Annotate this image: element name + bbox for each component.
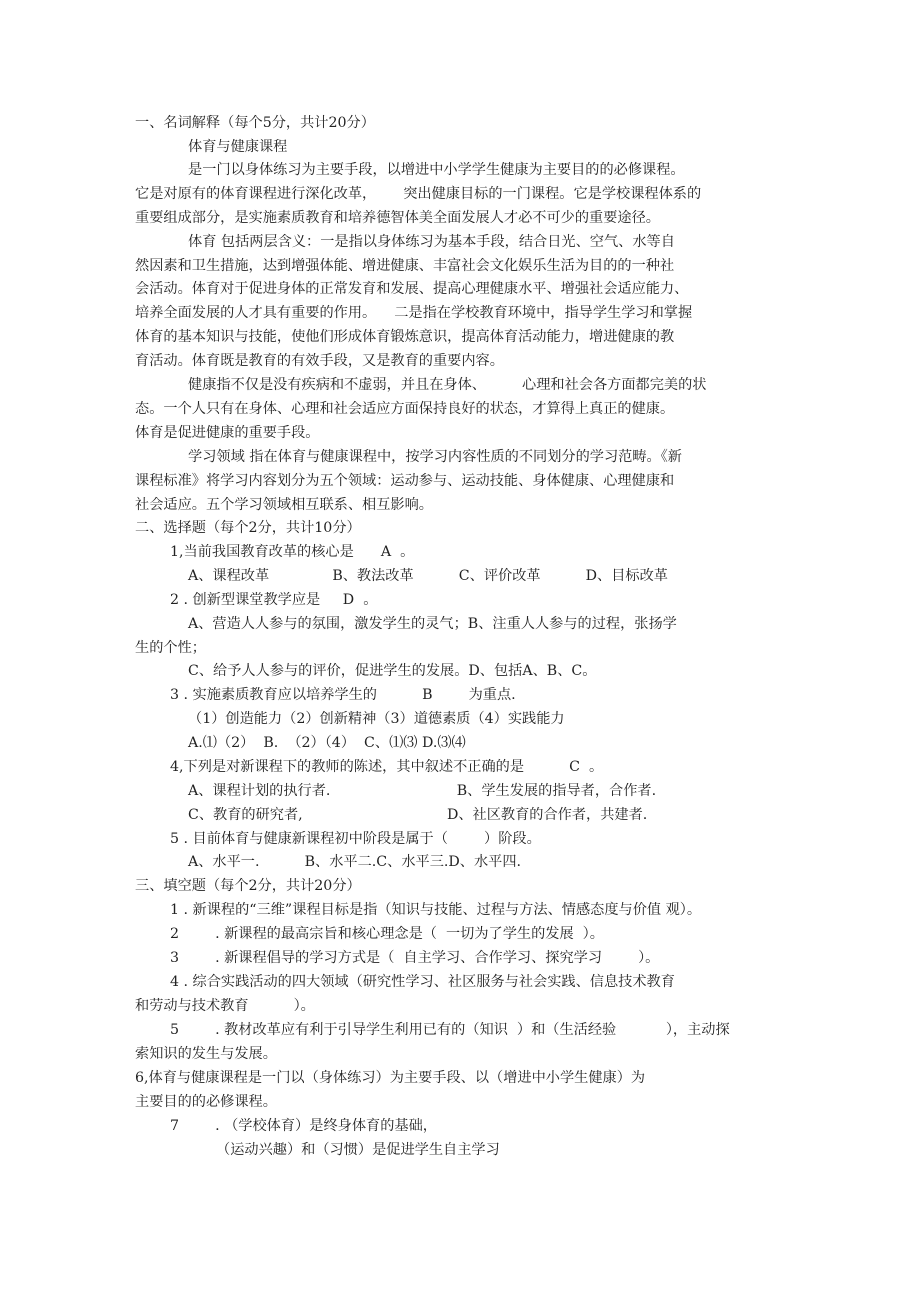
paragraph-line: 会活动。体育对于促进身体的正常发育和发展、提高心理健康水平、增强社会适应能力、	[135, 281, 689, 297]
choice-options: A.⑴（2） B. （2）（4） C、⑴⑶ D.⑶⑷	[188, 735, 466, 751]
fill-blank-line: 7 . （学校体育）是终身体育的基础，	[170, 1118, 437, 1134]
choice-options: （1）创造能力（2）创新精神（3）道德素质（4）实践能力	[188, 711, 565, 727]
choice-options: 生的个性；	[135, 640, 206, 656]
question-line: 5 . 目前体育与健康新课程初中阶段是属于（ ）阶段。	[170, 831, 541, 847]
paragraph-line: 它是对原有的体育课程进行深化改革， 突出健康目标的一门课程。它是学校课程体系的	[135, 186, 702, 202]
fill-blank-line: 索知识的发生与发展。	[135, 1046, 277, 1062]
paragraph-line: 体育 包括两层含义：一是指以身体练习为基本手段，结合日光、空气、水等自	[188, 234, 675, 250]
fill-blank-line: 主要目的的必修课程。	[135, 1094, 277, 1110]
paragraph-line: 重要组成部分，是实施素质教育和培养德智体美全面发展人才必不可少的重要途径。	[135, 210, 660, 226]
question-line: 2 . 创新型课堂教学应是 D 。	[170, 592, 378, 608]
paragraph-line: 体育是促进健康的重要手段。	[135, 425, 320, 441]
paragraph-line: 体育的基本知识与技能，使他们形成体育锻炼意识，提高体育活动能力，增进健康的教	[135, 329, 675, 345]
choice-options: A、课程改革 B、教法改革 C、评价改革 D、目标改革	[188, 568, 668, 584]
paragraph-line: 育活动。体育既是教育的有效手段，又是教育的重要内容。	[135, 353, 504, 369]
section-heading: 一、名词解释（每个5分，共计20分）	[135, 115, 375, 131]
choice-options: C、给予人人参与的评价，促进学生的发展。D、包括A、B、C。	[188, 663, 597, 679]
question-line: 3 . 实施素质教育应以培养学生的 B 为重点.	[170, 687, 516, 703]
paragraph-line: 然因素和卫生措施，达到增强体能、增进健康、丰富社会文化娱乐生活为目的的一种社	[135, 258, 675, 274]
section-heading: 三、填空题（每个2分，共计20分）	[135, 878, 361, 894]
fill-blank-line: 3 . 新课程倡导的学习方式是（ 自主学习、合作学习、探究学习 ）。	[170, 950, 660, 966]
paragraph-line: 是一门以身体练习为主要手段，以增进中小学学生健康为主要目的的必修课程。	[188, 162, 685, 178]
paragraph-line: 态。一个人只有在身体、心理和社会适应方面保持良好的状态，才算得上真正的健康。	[135, 401, 675, 417]
fill-blank-line: 2 . 新课程的最高宗旨和核心理念是（ 一切为了学生的发展 ）。	[170, 926, 604, 942]
paragraph-line: 培养全面发展的人才具有重要的作用。 二是指在学校教育环境中，指导学生学习和掌握	[135, 305, 693, 321]
paragraph-line: 社会适应。五个学习领域相互联系、相互影响。	[135, 497, 433, 513]
fill-blank-line: 和劳动与技术教育 ）。	[135, 998, 315, 1014]
section-heading: 二、选择题（每个2分，共计10分）	[135, 520, 361, 536]
fill-blank-line: 5 . 教材改革应有利于引导学生利用已有的（知识 ）和（生活经验 ），主动探	[170, 1022, 730, 1038]
fill-blank-line: 1 . 新课程的“三维”课程目标是指（知识与技能、过程与方法、情感态度与价值 观）。	[170, 902, 702, 918]
paragraph-line: 健康指不仅是没有疾病和不虚弱，并且在身体、 心理和社会各方面都完美的状	[188, 377, 707, 393]
paragraph-line: 学习领域 指在体育与健康课程中，按学习内容性质的不同划分的学习范畴。《新	[188, 449, 682, 465]
fill-blank-line: 4 . 综合实践活动的四大领域（研究性学习、社区服务与社会实践、信息技术教育	[170, 974, 675, 990]
question-line: 1,当前我国教育改革的核心是 A 。	[170, 544, 415, 560]
choice-options: C、教育的研究者, D、社区教育的合作者，共建者.	[188, 807, 648, 823]
question-line: 4,下列是对新课程下的教师的陈述，其中叙述不正确的是 C 。	[170, 759, 604, 775]
term-title: 体育与健康课程	[188, 139, 288, 155]
paragraph-line: 课程标准》将学习内容划分为五个领域：运动参与、运动技能、身体健康、心理健康和	[135, 473, 675, 489]
choice-options: A、水平一. B、水平二.C、水平三.D、水平四.	[188, 854, 522, 870]
fill-blank-line: 6,体育与健康课程是一门以（身体练习）为主要手段、以（增进中小学生健康）为	[135, 1070, 646, 1086]
choice-options: A、营造人人参与的氛围，激发学生的灵气；B、注重人人参与的过程，张扬学	[188, 616, 677, 632]
choice-options: A、课程计划的执行者. B、学生发展的指导者，合作者.	[188, 783, 657, 799]
fill-blank-line: （运动兴趣）和（习惯）是促进学生自主学习	[216, 1142, 500, 1158]
